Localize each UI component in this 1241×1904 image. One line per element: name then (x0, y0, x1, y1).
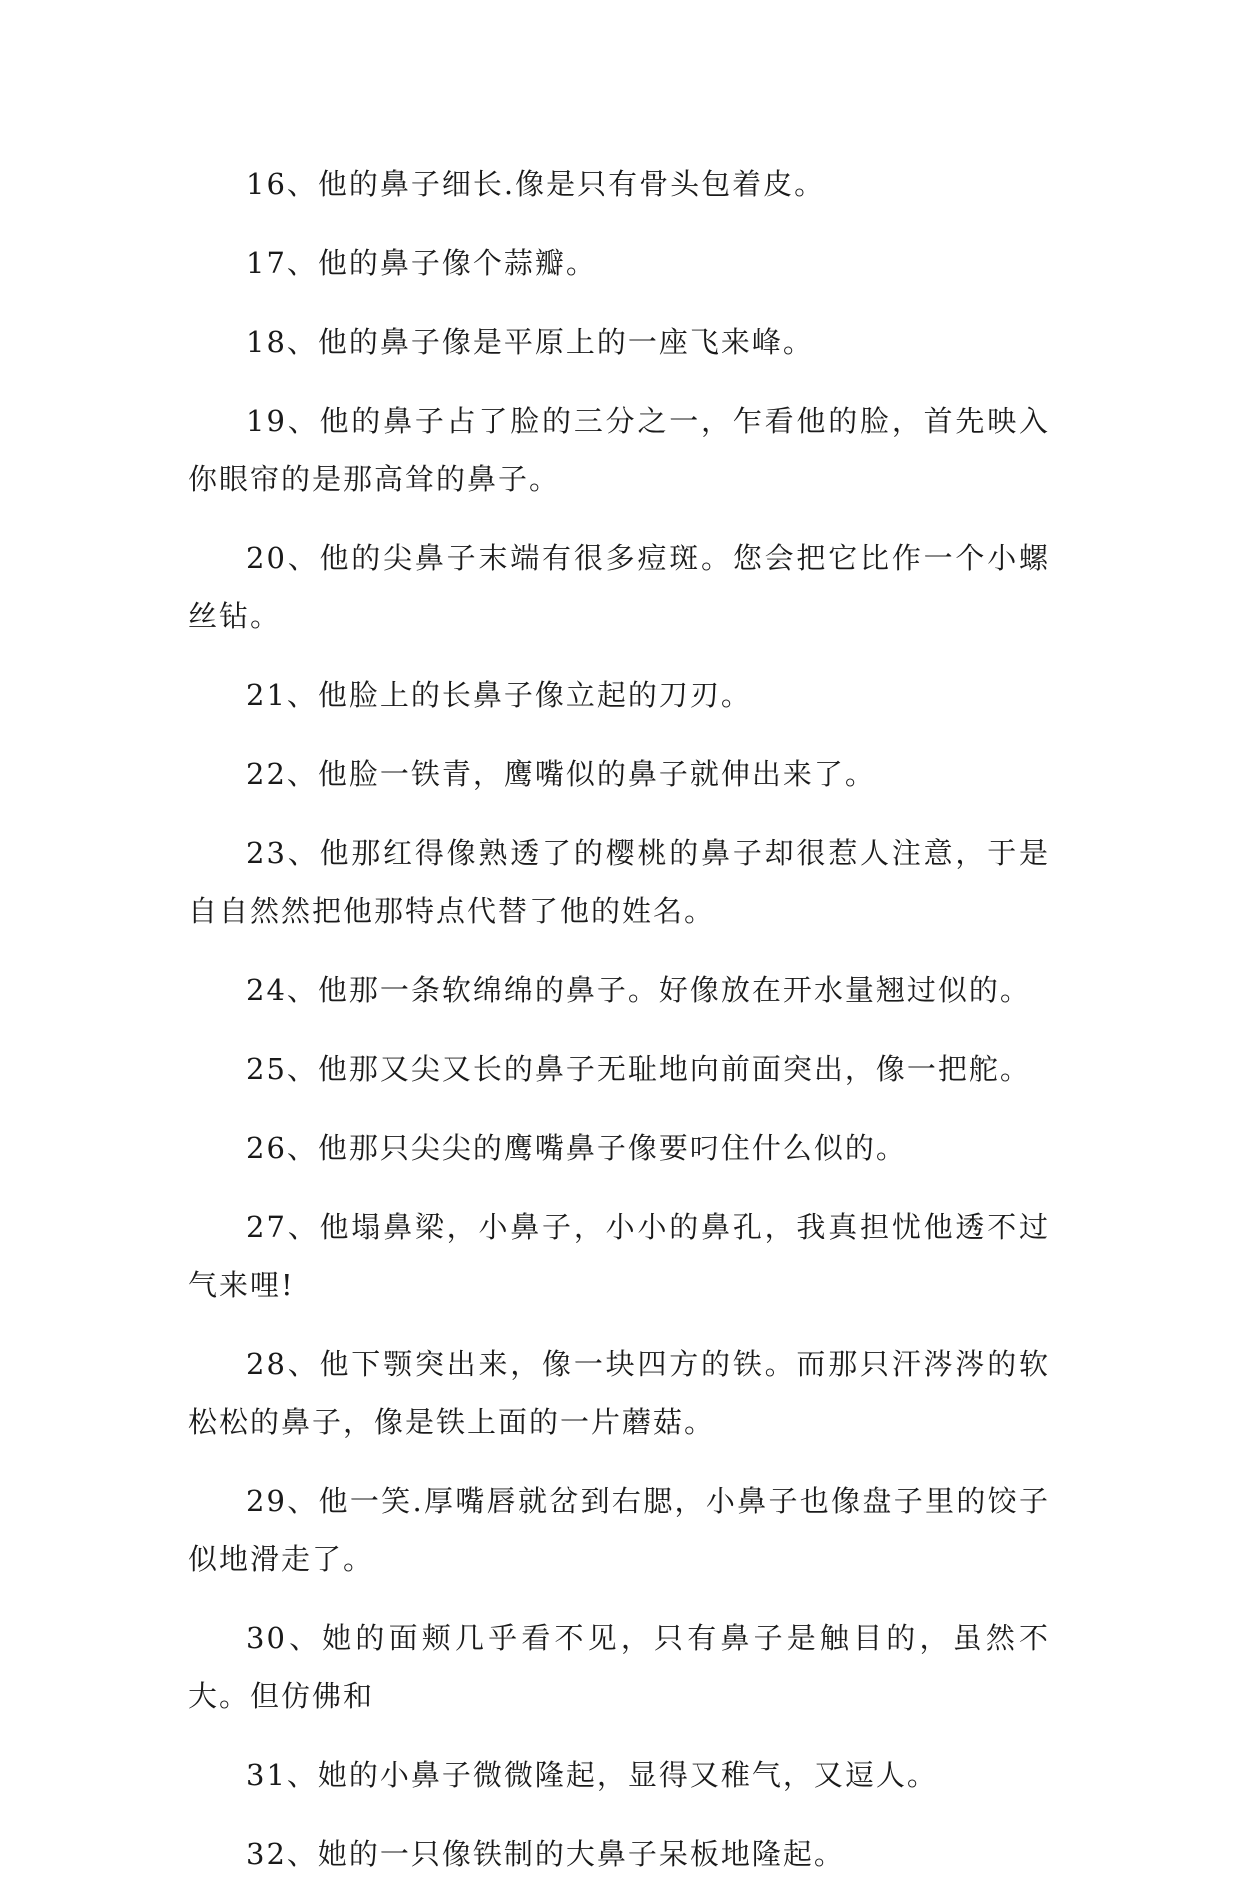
paragraph-25: 25、他那又尖又长的鼻子无耻地向前面突出，像一把舵。 (246, 1052, 1031, 1086)
paragraph-21: 21、他脸上的长鼻子像立起的刀刃。 (246, 678, 752, 712)
paragraph-26: 26、他那只尖尖的鹰嘴鼻子像要叼住什么似的。 (246, 1131, 907, 1165)
paragraph-27: 27、他塌鼻梁，小鼻子，小小的鼻孔，我真担忧他透不过气来哩! (188, 1210, 1050, 1302)
paragraph-17: 17、他的鼻子像个蒜瓣。 (246, 246, 597, 280)
paragraph-23: 23、他那红得像熟透了的樱桃的鼻子却很惹人注意，于是自自然然把他那特点代替了他的姓名。 (188, 836, 1050, 928)
paragraph-18: 18、他的鼻子像是平原上的一座飞来峰。 (246, 325, 814, 359)
paragraph-19: 19、他的鼻子占了脸的三分之一，乍看他的脸，首先映入你眼帘的是那高耸的鼻子。 (188, 404, 1050, 496)
paragraph-20: 20、他的尖鼻子末端有很多痘斑。您会把它比作一个小螺丝钻。 (188, 541, 1050, 633)
paragraph-31: 31、她的小鼻子微微隆起，显得又稚气，又逗人。 (246, 1758, 938, 1792)
paragraph-24: 24、他那一条软绵绵的鼻子。好像放在开水量翘过似的。 (246, 973, 1031, 1007)
paragraph-32: 32、她的一只像铁制的大鼻子呆板地隆起。 (246, 1837, 845, 1871)
paragraph-28: 28、他下颚突出来，像一块四方的铁。而那只汗涔涔的软松松的鼻子，像是铁上面的一片蘑菇。 (188, 1347, 1050, 1439)
paragraph-22: 22、他脸一铁青，鹰嘴似的鼻子就伸出来了。 (246, 757, 876, 791)
paragraph-30: 30、她的面颊几乎看不见，只有鼻子是触目的，虽然不大。但仿佛和 (188, 1621, 1050, 1713)
paragraph-16: 16、他的鼻子细长.像是只有骨头包着皮。 (246, 167, 826, 201)
paragraph-29: 29、他一笑.厚嘴唇就岔到右腮，小鼻子也像盘子里的饺子似地滑走了。 (188, 1484, 1050, 1576)
document-page (188, 155, 1050, 1904)
